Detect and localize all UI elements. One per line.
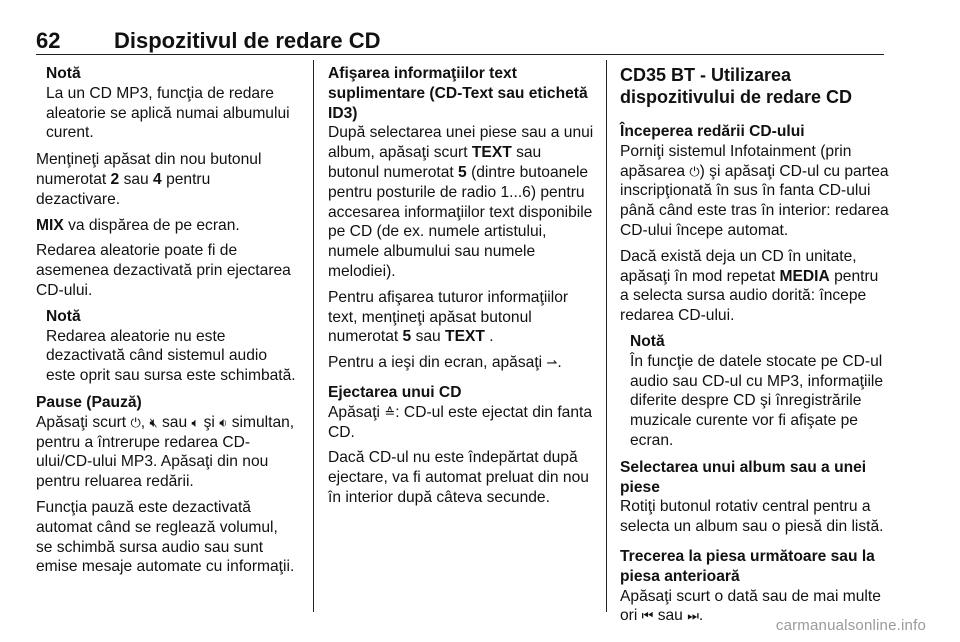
section-heading: Trecerea la piesa următoare sau la piesa anterioară [620, 547, 875, 585]
note-title: Notă [46, 65, 81, 82]
column-left [36, 64, 298, 583]
note-text: La un CD MP3, funcţia de redare aleatorie se aplică numai albumului curent. [46, 84, 290, 142]
paragraph: Redarea aleatorie poate fi de asemenea dezactivată prin ejectarea CD-ului. [36, 242, 291, 299]
paragraph: Ejectarea unui CD Apăsaţi ≙: CD-ul este ejectat din fanta CD. [328, 383, 596, 442]
watermark: carmanualsonline.info [775, 617, 926, 634]
power-icon: ⏻ [689, 163, 700, 179]
paragraph: Selectarea unui album sau a unei piese Rotiţi butonul rotativ central pentru a selecta un album sau o piesă din listă. [620, 458, 890, 537]
column-divider [313, 60, 314, 612]
note-title: Notă [46, 307, 81, 325]
chapter-heading: CD35 BT - Utilizarea dispozitivului de redare CD [620, 65, 853, 107]
column-middle [328, 64, 596, 514]
note-box [620, 332, 890, 451]
note-box [36, 64, 298, 143]
column-divider [606, 60, 607, 612]
paragraph: Pentru afişarea tuturor informaţiilor text, menţineţi apăsat butonul numerotat 5 sau TEXT . [328, 288, 569, 346]
page-title: Dispozitivul de redare CD [114, 28, 381, 53]
section-heading: Ejectarea unui CD [328, 383, 462, 401]
paragraph: Pentru a ieşi din ecran, apăsaţi ⇀. [328, 354, 562, 372]
volume-up-icon: 🔉︎ [219, 414, 228, 430]
note-text: Redarea aleatorie nu este dezactivată când sistemul audio este oprit sau sursa este schimbată. [46, 327, 296, 385]
paragraph: MIX va dispărea de pe ecran. [36, 216, 240, 234]
note-text: În funcţie de datele stocate pe CD-ul audio sau CD-ul cu MP3, informaţiile diferite despre CD şi înregistrările muzicale curente vor fi afişate pe ecran. [630, 352, 884, 449]
previous-track-icon: ⏮ [641, 608, 654, 624]
paragraph: Funcţia pauză este dezactivată automat când se reglează volumul, se schimbă sursa audio sau sunt emise mesaje automate cu informaţii. [36, 498, 295, 576]
section-heading: Afişarea informaţiilor text suplimentare (CD-Text sau etichetă ID3) [328, 65, 588, 122]
paragraph: Dacă există deja un CD în unitate, apăsaţi în mod repetat MEDIA pentru a selecta sursa audio dorită: începe redarea CD-ului. [620, 247, 879, 325]
paragraph: Afişarea informaţiilor text suplimentare (CD-Text sau etichetă ID3) După selectarea unei piese sau a unui album, apăsaţi scurt TEXT sau butonul numerotat 5 (dintre butoanele pentru posturile de radio 1...6) pentru accesarea informaţiilor text disponibile pe CD (de ex. numele artistului, numele albumului sau numele melodiei). [328, 64, 596, 282]
note-title: Notă [630, 332, 665, 350]
page-number: 62 [36, 28, 61, 53]
paragraph: Trecerea la piesa următoare sau la piesa anterioară Apăsaţi scurt o dată sau de mai multe ori ⏮ sau ⏭. [620, 547, 890, 626]
paragraph: Menţineţi apăsat din nou butonul numerotat 2 sau 4 pentru dezactivare. [36, 151, 262, 208]
back-icon: ⇀ [546, 355, 558, 371]
mute-icon: 🔇︎ [149, 414, 158, 430]
paragraph: Pause (Pauză) Apăsaţi scurt ⏻, 🔇︎ sau 🔈︎ şi 🔉︎ simultan, pentru a întrerupe redarea CD-ului/CD-ului MP3. Apăsaţi din nou pentru reluarea redării. [36, 393, 298, 492]
power-icon: ⏻ [130, 414, 141, 430]
note-box [36, 307, 298, 386]
section-heading: Începerea redării CD-ului [620, 123, 805, 140]
section-heading: Selectarea unui album sau a unei piese [620, 458, 867, 496]
volume-down-icon: 🔈︎ [191, 414, 200, 430]
page-header [36, 24, 884, 55]
next-track-icon: ⏭ [687, 608, 699, 624]
eject-icon: ≙ [384, 404, 396, 420]
column-right [620, 64, 890, 632]
section-heading: Pause (Pauză) [36, 393, 142, 411]
paragraph: Începerea redării CD-ului Porniţi sistemul Infotainment (prin apăsarea ⏻) şi apăsaţi CD-ul cu partea inscripţionată în sus în fanta CD-ului până când este tras în interior: redarea CD-ului începe automat. [620, 123, 889, 239]
paragraph: Dacă CD-ul nu este îndepărtat după ejectare, va fi automat preluat din nou în interior după câteva secunde. [328, 449, 589, 506]
